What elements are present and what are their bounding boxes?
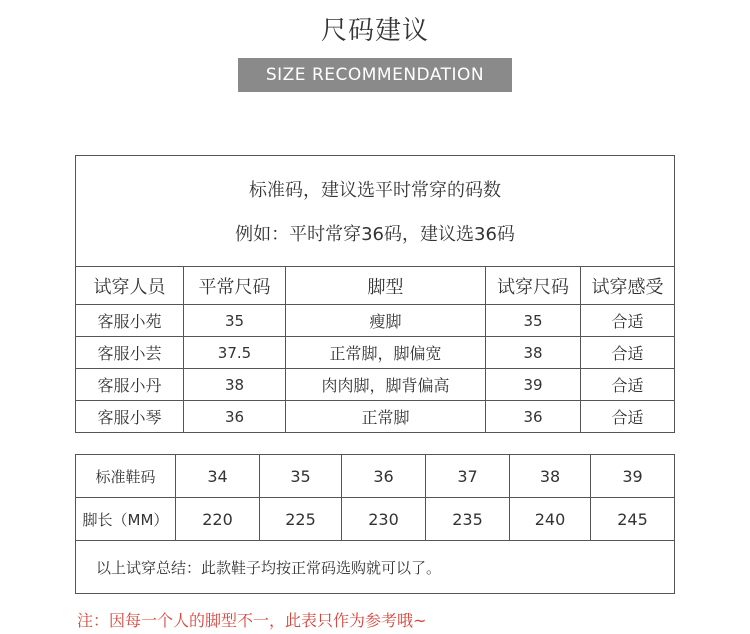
length-cell: 220 <box>176 498 260 541</box>
trial-summary: 以上试穿总结：此款鞋子均按正常码选购就可以了。 <box>76 541 675 594</box>
header-cell-tester: 试穿人员 <box>76 267 184 305</box>
size-label: 标准鞋码 <box>76 455 176 498</box>
foot-length-row <box>76 498 675 541</box>
header-cell-trial-size: 试穿尺码 <box>486 267 581 305</box>
tester-name: 客服小芸 <box>76 337 184 369</box>
intro-line-1: 标准码，建议选平时常穿的码数 <box>249 180 502 201</box>
size-cell: 34 <box>176 455 260 498</box>
length-cell: 240 <box>510 498 591 541</box>
page-title: 尺码建议 <box>320 16 429 46</box>
table-row <box>76 337 675 369</box>
tester-name: 客服小苑 <box>76 305 184 337</box>
length-cell: 235 <box>426 498 510 541</box>
table-row <box>76 305 675 337</box>
size-cell: 37 <box>426 455 510 498</box>
usual-size: 37.5 <box>184 337 286 369</box>
table-row <box>76 401 675 433</box>
trial-size: 39 <box>486 369 581 401</box>
length-cell: 245 <box>591 498 675 541</box>
size-cell: 36 <box>342 455 426 498</box>
foot-type: 肉肉脚，脚背偏高 <box>286 369 486 401</box>
feeling: 合适 <box>581 369 675 401</box>
size-cell: 38 <box>510 455 591 498</box>
size-chart-table <box>75 454 675 594</box>
section-subtitle: SIZE RECOMMENDATION <box>238 58 512 92</box>
size-cell: 35 <box>260 455 342 498</box>
header-cell-foot-type: 脚型 <box>286 267 486 305</box>
length-cell: 230 <box>342 498 426 541</box>
trial-size: 35 <box>486 305 581 337</box>
size-row <box>76 455 675 498</box>
foot-type: 瘦脚 <box>286 305 486 337</box>
header-cell-usual-size: 平常尺码 <box>184 267 286 305</box>
usual-size: 38 <box>184 369 286 401</box>
foot-type: 正常脚，脚偏宽 <box>286 337 486 369</box>
foot-length-label: 脚长（MM） <box>76 498 176 541</box>
table-row <box>76 369 675 401</box>
foot-type: 正常脚 <box>286 401 486 433</box>
trial-table <box>75 155 675 433</box>
usual-size: 35 <box>184 305 286 337</box>
tester-name: 客服小琴 <box>76 401 184 433</box>
tester-name: 客服小丹 <box>76 369 184 401</box>
trial-size: 38 <box>486 337 581 369</box>
size-cell: 39 <box>591 455 675 498</box>
feeling: 合适 <box>581 401 675 433</box>
header-cell-feeling: 试穿感受 <box>581 267 675 305</box>
footnote: 注：因每一个人的脚型不一，此表只作为参考哦~ <box>77 611 427 630</box>
feeling: 合适 <box>581 337 675 369</box>
trial-size: 36 <box>486 401 581 433</box>
intro-line-2: 例如：平时常穿36码，建议选36码 <box>235 224 515 245</box>
table-header-row <box>76 267 675 305</box>
feeling: 合适 <box>581 305 675 337</box>
usual-size: 36 <box>184 401 286 433</box>
length-cell: 225 <box>260 498 342 541</box>
trial-table-intro <box>76 156 675 267</box>
